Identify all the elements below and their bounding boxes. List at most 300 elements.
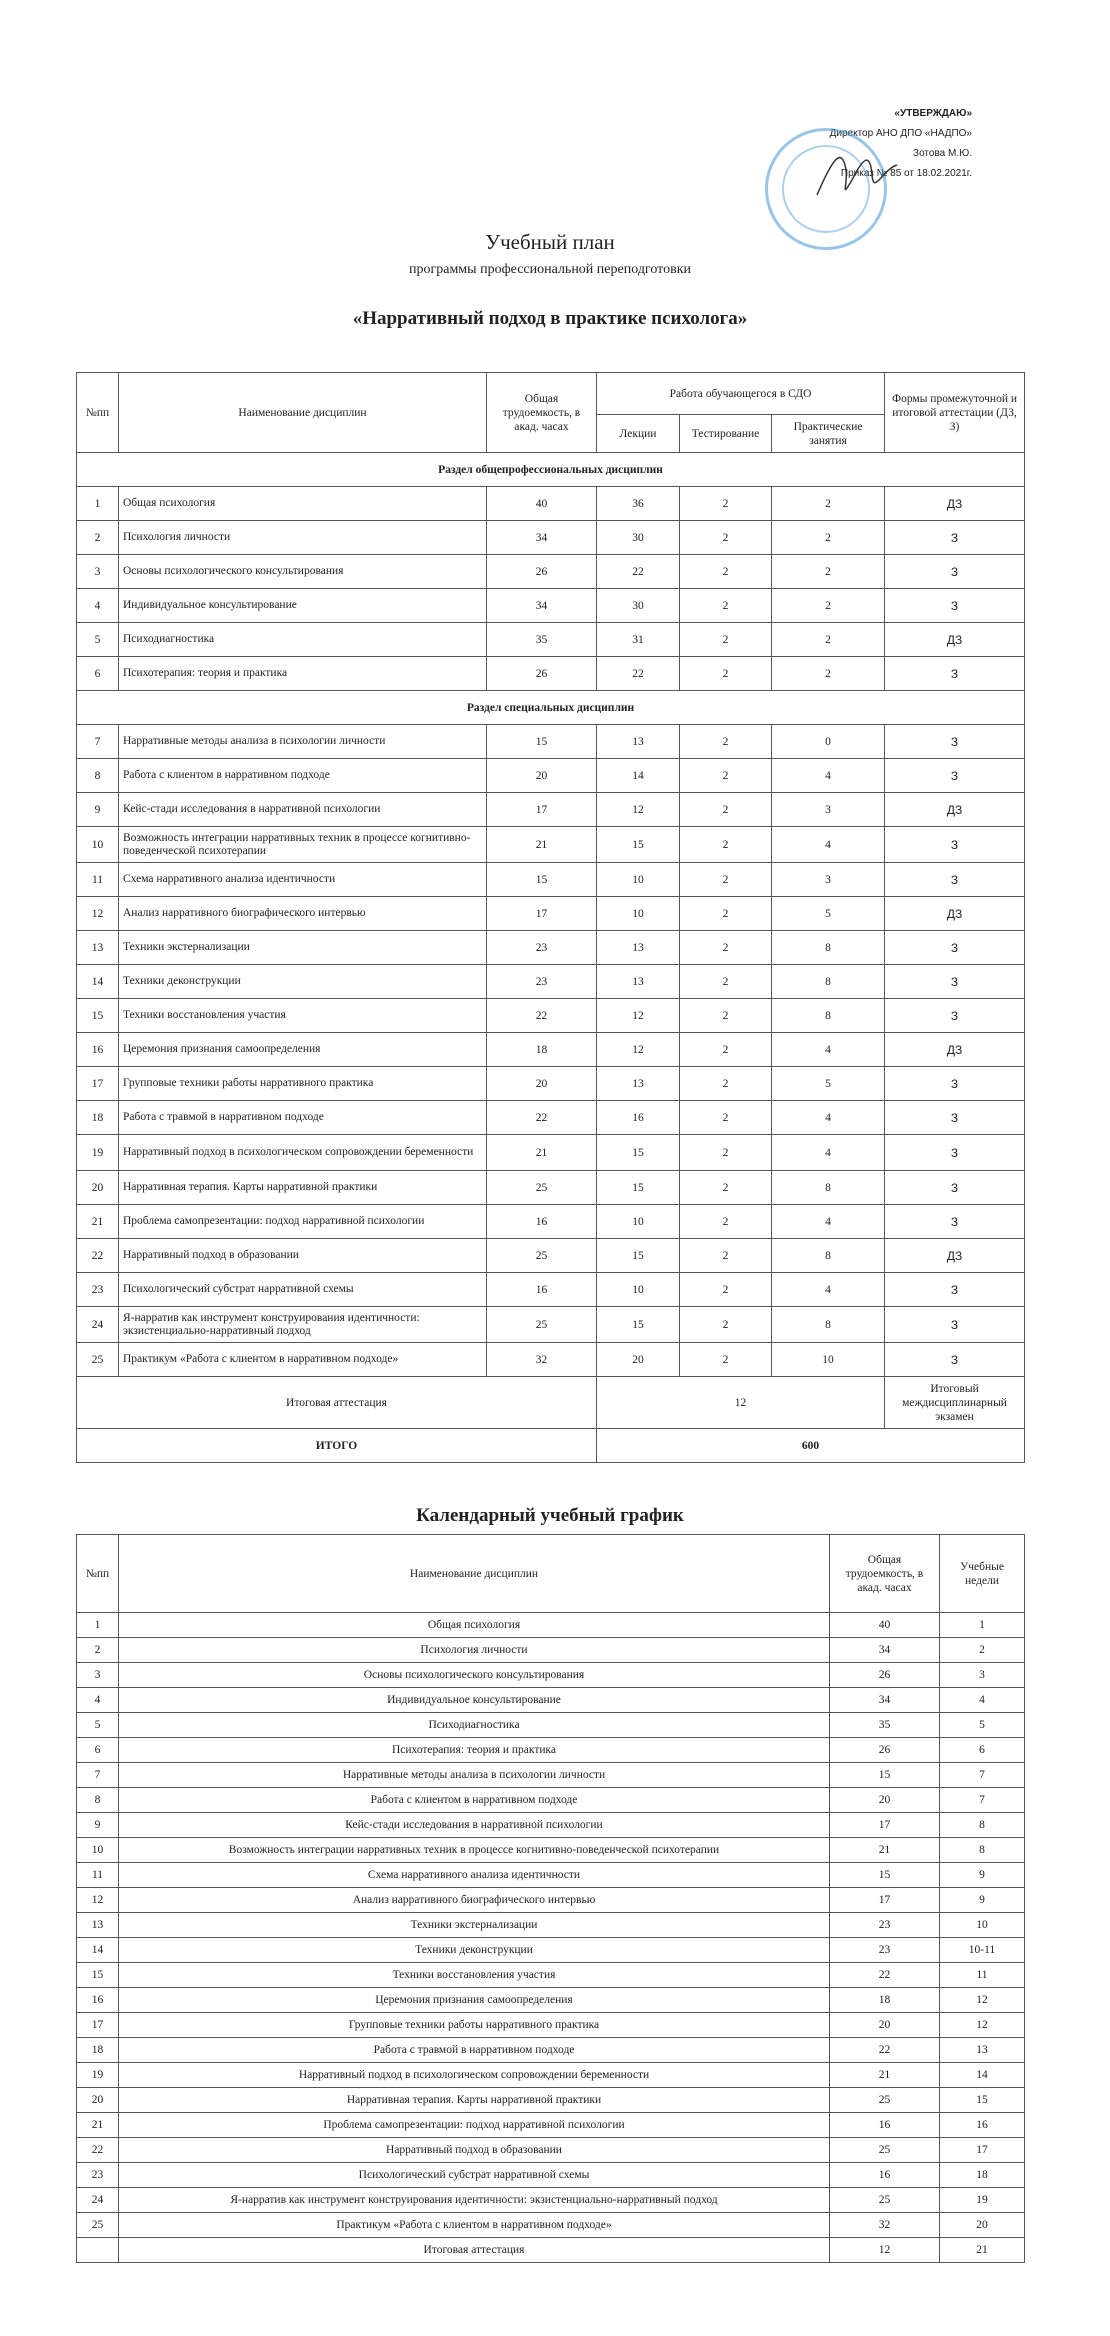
lectures-cell: 36: [597, 487, 680, 521]
weeks-cell: 6: [940, 1738, 1025, 1763]
discipline-name: Работа с травмой в нарративном подходе: [119, 1101, 487, 1135]
discipline-name: Индивидуальное консультирование: [119, 589, 487, 623]
attestation-form-cell: З: [885, 1171, 1025, 1205]
attestation-form-cell: ДЗ: [885, 487, 1025, 521]
weeks-cell: 12: [940, 1988, 1025, 2013]
weeks-cell: 7: [940, 1788, 1025, 1813]
weeks-cell: 13: [940, 2038, 1025, 2063]
weeks-cell: 8: [940, 1813, 1025, 1838]
total-hours-cell: 21: [487, 827, 597, 863]
discipline-name: Психологический субстрат нарративной схемы: [119, 1273, 487, 1307]
total-hours-cell: 17: [487, 897, 597, 931]
discipline-name: Индивидуальное консультирование: [119, 1688, 830, 1713]
weeks-cell: 4: [940, 1688, 1025, 1713]
header-hours: Общая трудоемкость, в акад. часах: [487, 373, 597, 453]
discipline-name: Кейс-стади исследования в нарративной психологии: [119, 1813, 830, 1838]
lectures-cell: 10: [597, 1273, 680, 1307]
total-hours-cell: 25: [830, 2088, 940, 2113]
cal-header-weeks: Учебные недели: [940, 1535, 1025, 1613]
table-row: [77, 1788, 1025, 1813]
table-row: [77, 1888, 1025, 1913]
lectures-cell: 13: [597, 725, 680, 759]
testing-cell: 2: [680, 1307, 772, 1343]
attestation-form-cell: ДЗ: [885, 793, 1025, 827]
cal-header-num: №пп: [77, 1535, 119, 1613]
approval-position: Директор АНО ДПО «НАДПО»: [829, 128, 972, 139]
weeks-cell: 7: [940, 1763, 1025, 1788]
discipline-name: Техники экстернализации: [119, 931, 487, 965]
testing-cell: 2: [680, 827, 772, 863]
row-number: 8: [77, 759, 119, 793]
discipline-name: Практикум «Работа с клиентом в нарративном подходе»: [119, 2213, 830, 2238]
attestation-form-cell: ДЗ: [885, 897, 1025, 931]
total-hours-cell: 34: [830, 1688, 940, 1713]
row-number: 3: [77, 1663, 119, 1688]
practice-cell: 8: [772, 999, 885, 1033]
table-row: [77, 1135, 1025, 1171]
total-hours-cell: 21: [830, 2063, 940, 2088]
discipline-name: Техники экстернализации: [119, 1913, 830, 1938]
table-row: [77, 2063, 1025, 2088]
discipline-name: Техники деконструкции: [119, 965, 487, 999]
total-hours-cell: 15: [830, 1763, 940, 1788]
practice-cell: 2: [772, 487, 885, 521]
attestation-form-cell: З: [885, 521, 1025, 555]
discipline-name: Психологический субстрат нарративной схемы: [119, 2163, 830, 2188]
total-hours-cell: 22: [830, 1963, 940, 1988]
attestation-form-cell: ДЗ: [885, 1239, 1025, 1273]
calendar-rows: [77, 1613, 1025, 2263]
practice-cell: 8: [772, 1171, 885, 1205]
discipline-name: Работа с клиентом в нарративном подходе: [119, 1788, 830, 1813]
row-number: 7: [77, 1763, 119, 1788]
row-number: 21: [77, 1205, 119, 1239]
lectures-cell: 15: [597, 1171, 680, 1205]
weeks-cell: 15: [940, 2088, 1025, 2113]
total-hours-cell: 40: [487, 487, 597, 521]
table-row: [77, 657, 1025, 691]
practice-cell: 2: [772, 623, 885, 657]
practice-cell: 3: [772, 793, 885, 827]
lectures-cell: 22: [597, 555, 680, 589]
testing-cell: 2: [680, 1343, 772, 1377]
table-row: [77, 1307, 1025, 1343]
weeks-cell: 8: [940, 1838, 1025, 1863]
row-number: 23: [77, 2163, 119, 2188]
discipline-name: Психотерапия: теория и практика: [119, 657, 487, 691]
total-hours: 600: [597, 1429, 1025, 1463]
lectures-cell: 13: [597, 931, 680, 965]
page-title: Учебный план: [485, 230, 615, 254]
practice-cell: 8: [772, 1307, 885, 1343]
plan-section-special-rows: [77, 725, 1025, 1377]
testing-cell: 2: [680, 897, 772, 931]
testing-cell: 2: [680, 521, 772, 555]
total-hours-cell: 40: [830, 1613, 940, 1638]
row-number: 25: [77, 1343, 119, 1377]
total-hours-cell: 34: [487, 589, 597, 623]
total-hours-cell: 12: [830, 2238, 940, 2263]
weeks-cell: 17: [940, 2138, 1025, 2163]
lectures-cell: 16: [597, 1101, 680, 1135]
table-row: [77, 2088, 1025, 2113]
testing-cell: 2: [680, 487, 772, 521]
lectures-cell: 10: [597, 1205, 680, 1239]
total-hours-cell: 26: [487, 555, 597, 589]
table-row: [77, 2163, 1025, 2188]
discipline-name: Групповые техники работы нарративного практика: [119, 2013, 830, 2038]
lectures-cell: 10: [597, 863, 680, 897]
row-number: 12: [77, 897, 119, 931]
weeks-cell: 5: [940, 1713, 1025, 1738]
row-number: 14: [77, 1938, 119, 1963]
section-special: Раздел специальных дисциплин: [77, 691, 1025, 725]
testing-cell: 2: [680, 965, 772, 999]
attestation-form-cell: З: [885, 863, 1025, 897]
row-number: 13: [77, 1913, 119, 1938]
approval-director: Зотова М.Ю.: [913, 148, 972, 159]
row-number: 4: [77, 589, 119, 623]
testing-cell: 2: [680, 555, 772, 589]
total-hours-cell: 20: [830, 1788, 940, 1813]
discipline-name: Церемония признания самоопределения: [119, 1033, 487, 1067]
weeks-cell: 12: [940, 2013, 1025, 2038]
lectures-cell: 10: [597, 897, 680, 931]
total-hours-cell: 20: [487, 759, 597, 793]
discipline-name: Возможность интеграции нарративных техник в процессе когнитивно-поведенческой психотерапии: [119, 1838, 830, 1863]
header-name: Наименование дисциплин: [119, 373, 487, 453]
discipline-name: Основы психологического консультирования: [119, 555, 487, 589]
table-row: [77, 759, 1025, 793]
total-hours-cell: 15: [830, 1863, 940, 1888]
practice-cell: 8: [772, 931, 885, 965]
lectures-cell: 15: [597, 1239, 680, 1273]
testing-cell: 2: [680, 1135, 772, 1171]
practice-cell: 4: [772, 1101, 885, 1135]
discipline-name: Нарративный подход в образовании: [119, 2138, 830, 2163]
page-subtitle: программы профессиональной переподготовки: [409, 262, 691, 277]
weeks-cell: 10: [940, 1913, 1025, 1938]
attestation-form-cell: З: [885, 827, 1025, 863]
attestation-form-cell: З: [885, 725, 1025, 759]
total-hours-cell: 16: [830, 2163, 940, 2188]
weeks-cell: 1: [940, 1613, 1025, 1638]
table-row: [77, 521, 1025, 555]
weeks-cell: 18: [940, 2163, 1025, 2188]
discipline-name: Я-нарратив как инструмент конструирования идентичности: экзистенциально-нарративный подход: [119, 1307, 487, 1343]
total-hours-cell: 21: [830, 1838, 940, 1863]
discipline-name: Нарративная терапия. Карты нарративной практики: [119, 2088, 830, 2113]
testing-cell: 2: [680, 1101, 772, 1135]
weeks-cell: 2: [940, 1638, 1025, 1663]
practice-cell: 0: [772, 725, 885, 759]
table-row: [77, 793, 1025, 827]
testing-cell: 2: [680, 1205, 772, 1239]
attestation-form-cell: З: [885, 1343, 1025, 1377]
row-number: 21: [77, 2113, 119, 2138]
lectures-cell: 30: [597, 589, 680, 623]
practice-cell: 4: [772, 827, 885, 863]
testing-cell: 2: [680, 623, 772, 657]
total-hours-cell: 18: [830, 1988, 940, 2013]
calendar-title: Календарный учебный график: [416, 1505, 684, 1526]
total-hours-cell: 15: [487, 863, 597, 897]
testing-cell: 2: [680, 793, 772, 827]
total-hours-cell: 32: [830, 2213, 940, 2238]
row-number: 17: [77, 2013, 119, 2038]
table-row: [77, 623, 1025, 657]
discipline-name: Психология личности: [119, 1638, 830, 1663]
discipline-name: Нарративные методы анализа в психологии личности: [119, 725, 487, 759]
practice-cell: 4: [772, 1135, 885, 1171]
discipline-name: Нарративный подход в психологическом сопровождении беременности: [119, 2063, 830, 2088]
total-hours-cell: 17: [487, 793, 597, 827]
practice-cell: 4: [772, 1273, 885, 1307]
row-number: 2: [77, 1638, 119, 1663]
row-number: 11: [77, 1863, 119, 1888]
testing-cell: 2: [680, 1171, 772, 1205]
attestation-form-cell: З: [885, 1205, 1025, 1239]
total-hours-cell: 25: [487, 1307, 597, 1343]
approval-order: Приказ № 85 от 18.02.2021г.: [840, 168, 972, 179]
row-number: 13: [77, 931, 119, 965]
table-row: [77, 1663, 1025, 1688]
discipline-name: Групповые техники работы нарративного практика: [119, 1067, 487, 1101]
row-number: 15: [77, 1963, 119, 1988]
total-hours-cell: 23: [487, 931, 597, 965]
table-row: [77, 589, 1025, 623]
header-testing: Тестирование: [680, 415, 772, 453]
attestation-form-cell: З: [885, 589, 1025, 623]
row-number: 4: [77, 1688, 119, 1713]
testing-cell: 2: [680, 1273, 772, 1307]
discipline-name: Схема нарративного анализа идентичности: [119, 863, 487, 897]
attestation-form-cell: З: [885, 555, 1025, 589]
lectures-cell: 14: [597, 759, 680, 793]
weeks-cell: 19: [940, 2188, 1025, 2213]
table-row: [77, 827, 1025, 863]
total-hours-cell: 35: [487, 623, 597, 657]
discipline-name: Проблема самопрезентации: подход нарративной психологии: [119, 1205, 487, 1239]
total-hours-cell: 22: [487, 999, 597, 1033]
discipline-name: Кейс-стади исследования в нарративной психологии: [119, 793, 487, 827]
discipline-name: Практикум «Работа с клиентом в нарративном подходе»: [119, 1343, 487, 1377]
row-number: 25: [77, 2213, 119, 2238]
total-hours-cell: 34: [830, 1638, 940, 1663]
row-number: 20: [77, 2088, 119, 2113]
row-number: 2: [77, 521, 119, 555]
row-number: 18: [77, 1101, 119, 1135]
discipline-name: Техники восстановления участия: [119, 1963, 830, 1988]
weeks-cell: 21: [940, 2238, 1025, 2263]
table-row: [77, 1205, 1025, 1239]
row-number: 17: [77, 1067, 119, 1101]
lectures-cell: 15: [597, 1307, 680, 1343]
table-row: [77, 1713, 1025, 1738]
row-number: 16: [77, 1988, 119, 2013]
testing-cell: 2: [680, 657, 772, 691]
row-number: 5: [77, 623, 119, 657]
total-hours-cell: 17: [830, 1888, 940, 1913]
row-number: 19: [77, 2063, 119, 2088]
total-hours-cell: 35: [830, 1713, 940, 1738]
row-number: 1: [77, 1613, 119, 1638]
lectures-cell: 30: [597, 521, 680, 555]
practice-cell: 5: [772, 1067, 885, 1101]
row-number: 6: [77, 657, 119, 691]
row-number: 18: [77, 2038, 119, 2063]
discipline-name: Психотерапия: теория и практика: [119, 1738, 830, 1763]
testing-cell: 2: [680, 725, 772, 759]
attestation-form-cell: З: [885, 1101, 1025, 1135]
table-row: [77, 1343, 1025, 1377]
practice-cell: 4: [772, 1205, 885, 1239]
table-row: [77, 1863, 1025, 1888]
discipline-name: Техники восстановления участия: [119, 999, 487, 1033]
attestation-form-cell: З: [885, 759, 1025, 793]
testing-cell: 2: [680, 589, 772, 623]
table-row: [77, 1763, 1025, 1788]
total-hours-cell: 23: [830, 1913, 940, 1938]
discipline-name: Нарративные методы анализа в психологии личности: [119, 1763, 830, 1788]
total-hours-cell: 20: [487, 1067, 597, 1101]
table-row: [77, 1171, 1025, 1205]
cal-header-hours: Общая трудоемкость, в акад. часах: [830, 1535, 940, 1613]
cal-header-name: Наименование дисциплин: [119, 1535, 830, 1613]
table-row: [77, 999, 1025, 1033]
discipline-name: Проблема самопрезентации: подход нарративной психологии: [119, 2113, 830, 2138]
discipline-name: Психодиагностика: [119, 623, 487, 657]
discipline-name: Схема нарративного анализа идентичности: [119, 1863, 830, 1888]
table-row: [77, 1239, 1025, 1273]
practice-cell: 4: [772, 1033, 885, 1067]
table-row: [77, 965, 1025, 999]
attestation-form-cell: З: [885, 1307, 1025, 1343]
table-row: [77, 1613, 1025, 1638]
total-hours-cell: 25: [487, 1171, 597, 1205]
attestation-form-cell: З: [885, 657, 1025, 691]
final-attestation-label: Итоговая аттестация: [77, 1377, 597, 1429]
table-row: [77, 487, 1025, 521]
practice-cell: 3: [772, 863, 885, 897]
lectures-cell: 13: [597, 1067, 680, 1101]
total-label: ИТОГО: [77, 1429, 597, 1463]
row-number: 3: [77, 555, 119, 589]
row-number: 19: [77, 1135, 119, 1171]
header-work: Работа обучающегося в СДО: [597, 373, 885, 415]
practice-cell: 4: [772, 759, 885, 793]
lectures-cell: 22: [597, 657, 680, 691]
practice-cell: 10: [772, 1343, 885, 1377]
table-row: [77, 863, 1025, 897]
attestation-form-cell: З: [885, 999, 1025, 1033]
table-row: [77, 2188, 1025, 2213]
calendar-table: [76, 1534, 1025, 2263]
total-hours-cell: 25: [487, 1239, 597, 1273]
table-row: [77, 1067, 1025, 1101]
total-hours-cell: 22: [487, 1101, 597, 1135]
table-row: [77, 2038, 1025, 2063]
practice-cell: 2: [772, 589, 885, 623]
table-row: [77, 1813, 1025, 1838]
attestation-form-cell: ДЗ: [885, 623, 1025, 657]
total-hours-cell: 34: [487, 521, 597, 555]
row-number: 9: [77, 793, 119, 827]
total-hours-cell: 16: [487, 1273, 597, 1307]
total-hours-cell: 23: [830, 1938, 940, 1963]
discipline-name: Нарративный подход в психологическом сопровождении беременности: [119, 1135, 487, 1171]
testing-cell: 2: [680, 759, 772, 793]
total-hours-cell: 23: [487, 965, 597, 999]
total-hours-cell: 25: [830, 2188, 940, 2213]
total-hours-cell: 16: [830, 2113, 940, 2138]
row-number: 12: [77, 1888, 119, 1913]
table-row: [77, 1938, 1025, 1963]
weeks-cell: 16: [940, 2113, 1025, 2138]
table-row: [77, 2138, 1025, 2163]
header-forms: Формы промежуточной и итоговой аттестации (ДЗ, З): [885, 373, 1025, 453]
row-number: 24: [77, 2188, 119, 2213]
row-number: 8: [77, 1788, 119, 1813]
row-number: 23: [77, 1273, 119, 1307]
header-practice: Практические занятия: [772, 415, 885, 453]
discipline-name: Итоговая аттестация: [119, 2238, 830, 2263]
lectures-cell: 12: [597, 999, 680, 1033]
table-row: [77, 725, 1025, 759]
row-number: 1: [77, 487, 119, 521]
table-row: [77, 1988, 1025, 2013]
final-attestation-hours: 12: [597, 1377, 885, 1429]
attestation-form-cell: З: [885, 1067, 1025, 1101]
testing-cell: 2: [680, 1033, 772, 1067]
discipline-name: Анализ нарративного биографического интервью: [119, 897, 487, 931]
table-row: [77, 2013, 1025, 2038]
table-row: [77, 2213, 1025, 2238]
row-number: 10: [77, 1838, 119, 1863]
testing-cell: 2: [680, 999, 772, 1033]
table-row: [77, 2113, 1025, 2138]
discipline-name: Нарративный подход в образовании: [119, 1239, 487, 1273]
lectures-cell: 13: [597, 965, 680, 999]
practice-cell: 5: [772, 897, 885, 931]
total-hours-cell: 21: [487, 1135, 597, 1171]
attestation-form-cell: З: [885, 931, 1025, 965]
discipline-name: Общая психология: [119, 1613, 830, 1638]
total-hours-cell: 26: [487, 657, 597, 691]
lectures-cell: 20: [597, 1343, 680, 1377]
weeks-cell: 3: [940, 1663, 1025, 1688]
row-number: 7: [77, 725, 119, 759]
table-row: [77, 1638, 1025, 1663]
discipline-name: Нарративная терапия. Карты нарративной практики: [119, 1171, 487, 1205]
row-number: 11: [77, 863, 119, 897]
discipline-name: Общая психология: [119, 487, 487, 521]
practice-cell: 8: [772, 1239, 885, 1273]
practice-cell: 8: [772, 965, 885, 999]
row-number: 20: [77, 1171, 119, 1205]
table-row: [77, 1688, 1025, 1713]
total-hours-cell: 22: [830, 2038, 940, 2063]
row-number: 15: [77, 999, 119, 1033]
attestation-form-cell: З: [885, 965, 1025, 999]
lectures-cell: 31: [597, 623, 680, 657]
row-number: 24: [77, 1307, 119, 1343]
testing-cell: 2: [680, 931, 772, 965]
testing-cell: 2: [680, 1067, 772, 1101]
table-row: [77, 555, 1025, 589]
discipline-name: Работа с клиентом в нарративном подходе: [119, 759, 487, 793]
total-hours-cell: 25: [830, 2138, 940, 2163]
